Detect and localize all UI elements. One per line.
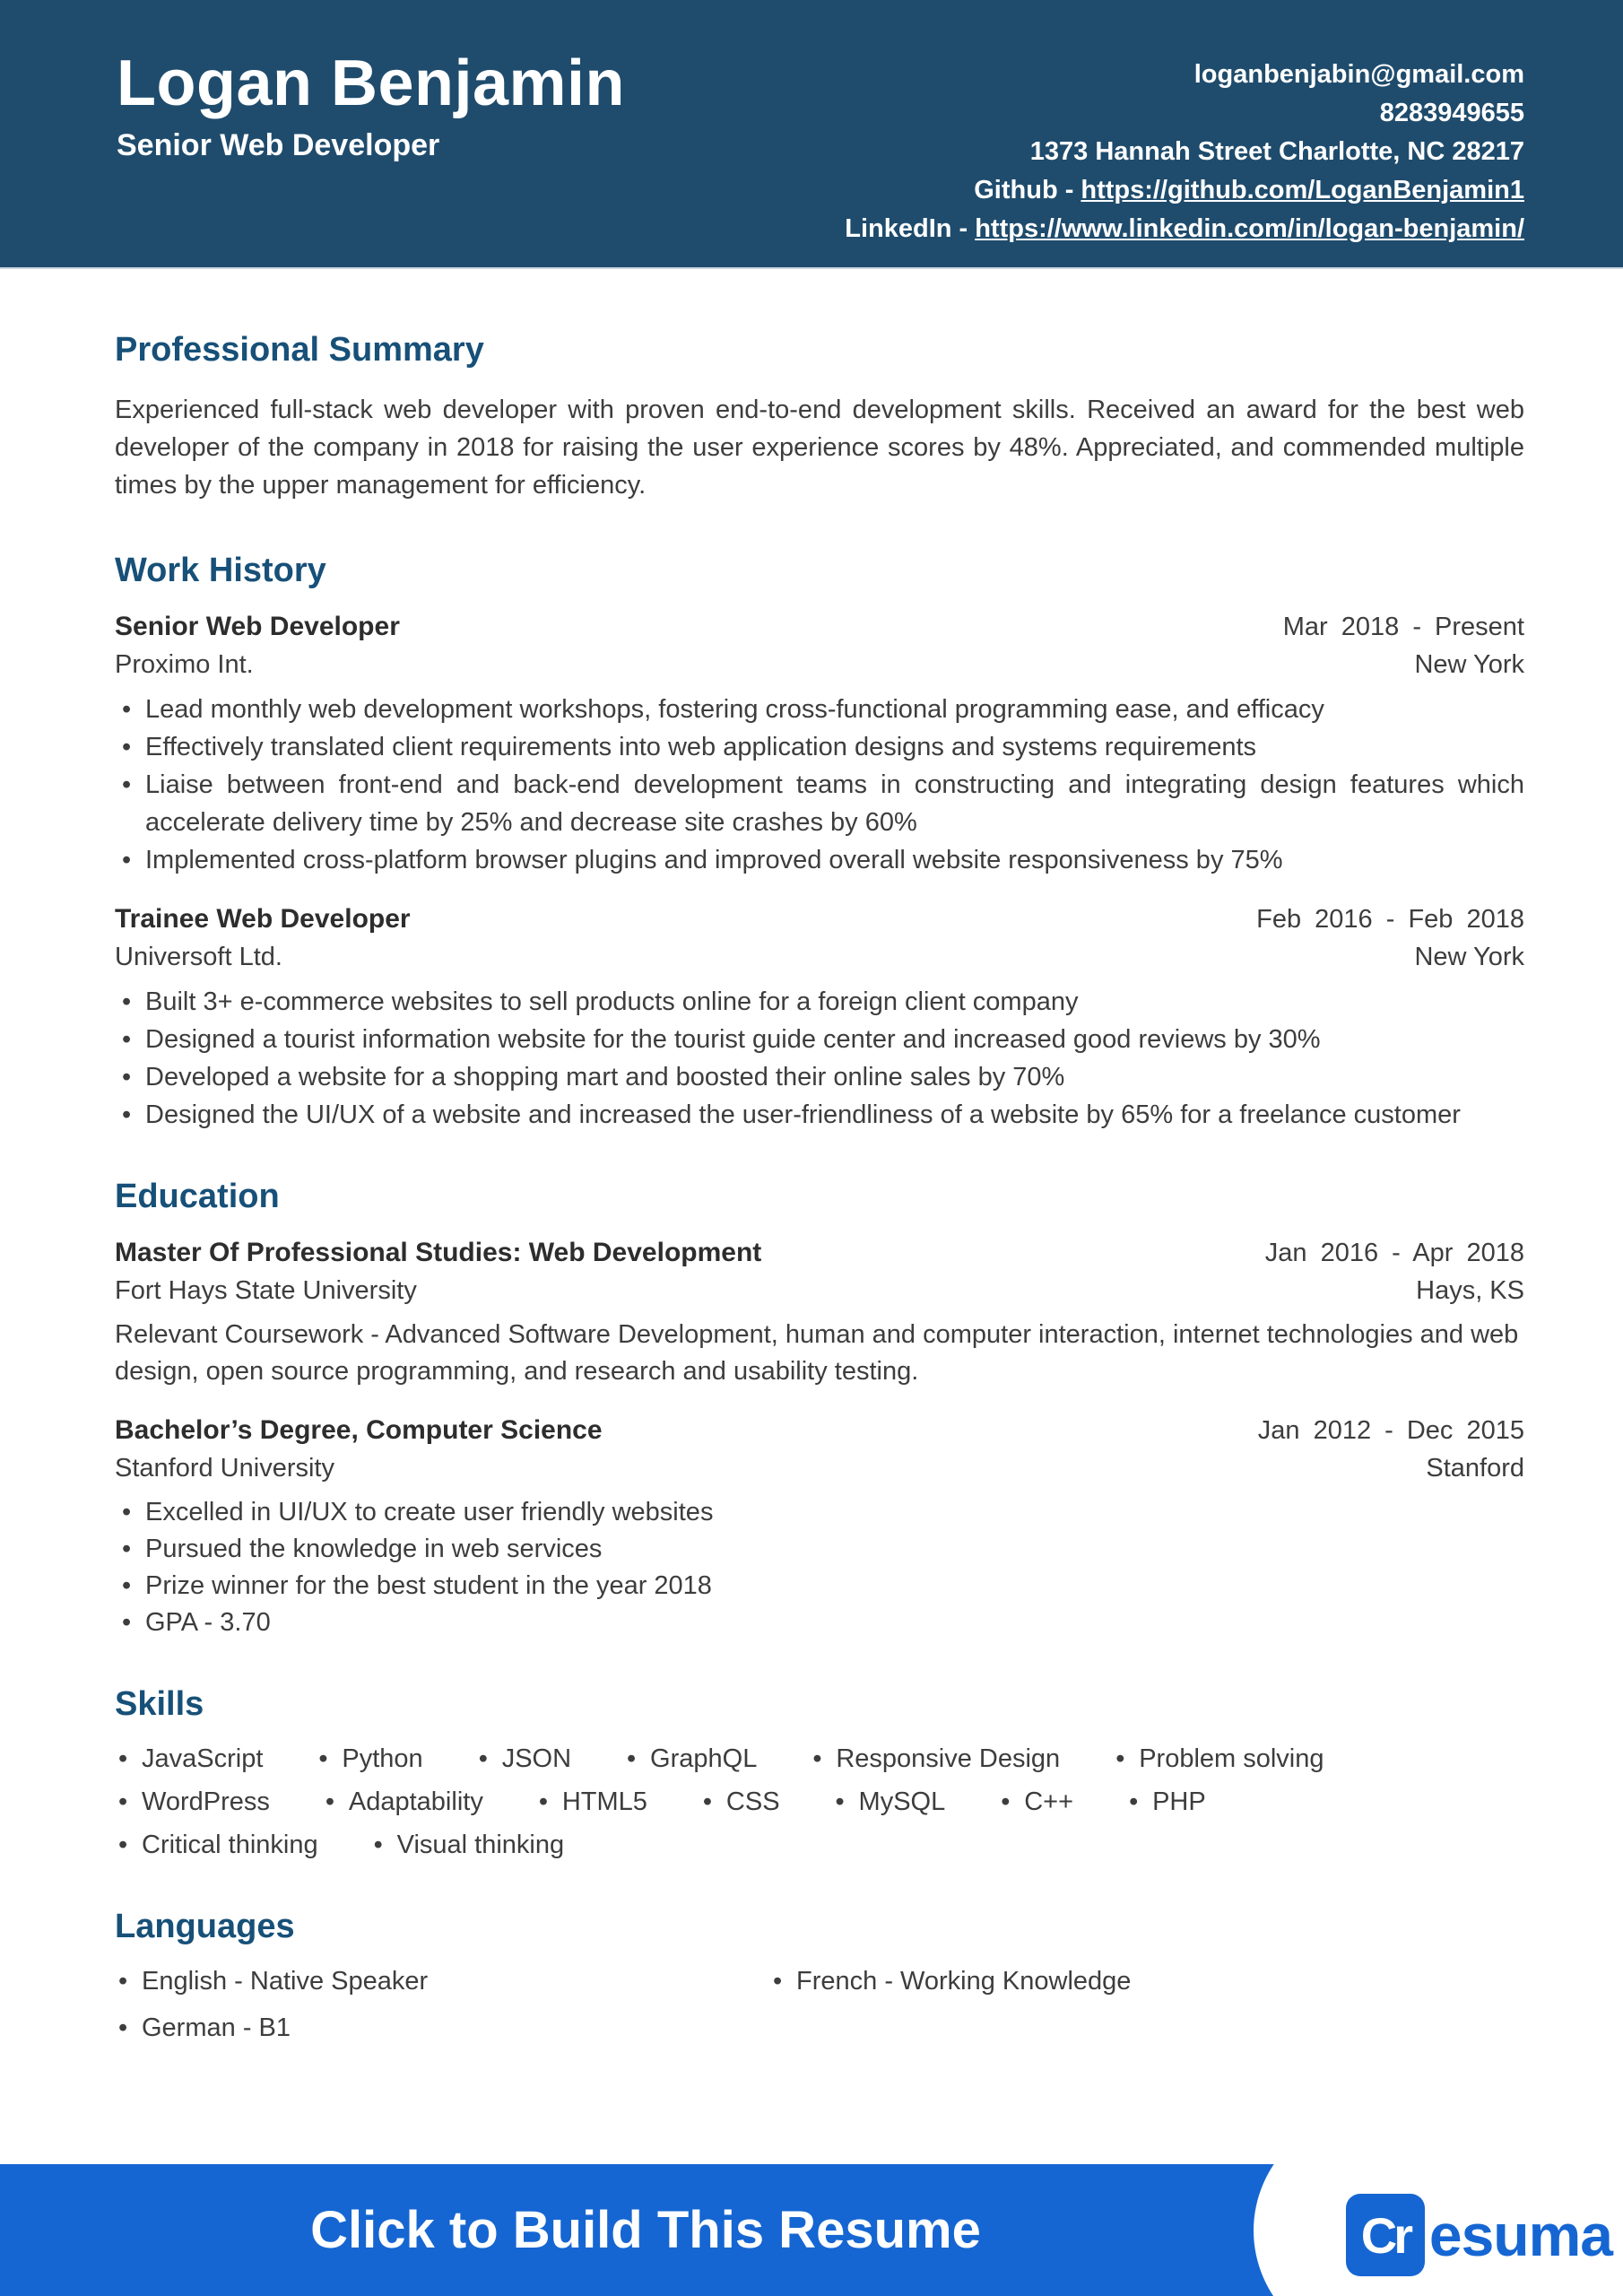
education-dates: Jan 2016 - Apr 2018 [1264,1239,1524,1267]
job-location: New York [1414,650,1524,679]
contact-phone: 8283949655 [1379,99,1524,127]
education-dates: Jan 2012 - Dec 2015 [1257,1416,1524,1445]
github-label: Github - [974,176,1074,204]
skill-item: • Critical thinking [115,1830,318,1860]
education-entry [115,1412,1524,1641]
job-bullet: • Implemented cross-platform browser plugins and improved overall website responsiveness by 75% [115,841,1524,879]
job-location: New York [1414,943,1524,971]
skill-item: • CSS [699,1787,780,1817]
cresuma-logo[interactable] [1346,2194,1612,2276]
skill-item: • WordPress [115,1787,270,1817]
language-item: • English - Native Speaker [115,1966,769,1996]
section-heading-work: Work History [115,552,326,589]
skill-item: • Python [315,1744,422,1774]
job-bullet-list [115,691,1524,879]
languages-block [115,1966,1524,2043]
education-bullet-list [115,1494,1524,1641]
education-bullet: • Excelled in UI/UX to create user friendly websites [115,1494,1524,1531]
language-item: • German - B1 [115,2013,769,2043]
skill-item: • GraphQL [623,1744,757,1774]
job-dates: Feb 2016 - Feb 2018 [1256,905,1524,934]
skill-item: • MySQL [832,1787,946,1817]
education-location: Hays, KS [1416,1276,1524,1305]
job-bullet: • Liaise between front-end and back-end development teams in constructing and integrating design features which accelerate delivery time by 25% and decrease site crashes by 60% [115,766,1524,841]
contact-linkedin-line [845,210,1524,248]
coursework-text: Relevant Coursework - Advanced Software Development, human and computer interaction, internet technologies and web design, open source programming, and research and usability testing. [115,1320,1519,1386]
section-heading-languages: Languages [115,1908,295,1945]
job-dates: Mar 2018 - Present [1282,613,1524,641]
degree-title: Bachelor’s Degree, Computer Science [115,1415,603,1445]
job-bullet: • Effectively translated client requirements into web application designs and systems requirements [115,728,1524,766]
school-name: Fort Hays State University [115,1276,417,1305]
resume-header [0,0,1623,269]
degree-title: Master Of Professional Studies: Web Development [115,1238,762,1267]
skill-item: • PHP [1125,1787,1206,1817]
skill-item: • HTML5 [535,1787,647,1817]
job-bullet: • Built 3+ e-commerce websites to sell products online for a foreign client company [115,983,1524,1021]
education-bullet: • GPA - 3.70 [115,1605,1524,1641]
skill-item: • Problem solving [1112,1744,1324,1774]
school-name: Stanford University [115,1454,334,1483]
education-bullet: • Pursued the knowledge in web services [115,1531,1524,1568]
cresuma-logo-badge: Cr [1346,2194,1425,2276]
skill-row [115,1787,1524,1817]
person-job-title: Senior Web Developer [117,128,440,163]
job-entry [115,900,1524,1134]
skill-item: • Visual thinking [370,1830,564,1860]
skill-item: • JavaScript [115,1744,263,1774]
section-heading-skills: Skills [115,1685,204,1723]
cresuma-logo-text: esuma [1428,2202,1612,2268]
build-resume-button[interactable]: Click to Build This Resume [310,2201,981,2259]
job-bullet: • Developed a website for a shopping mart and boosted their online sales by 70% [115,1058,1524,1096]
job-bullet: • Designed a tourist information website for the tourist guide center and increased good reviews by 30% [115,1021,1524,1058]
person-name: Logan Benjamin [117,48,626,119]
contact-github-line [845,171,1524,210]
skill-item: • Adaptability [322,1787,483,1817]
job-title: Trainee Web Developer [115,904,411,934]
build-resume-banner [0,2164,1623,2296]
contact-email: loganbenjabin@gmail.com [1193,60,1524,89]
skill-item: • C++ [997,1787,1073,1817]
education-location: Stanford [1426,1454,1524,1483]
skill-row [115,1744,1524,1774]
contact-block [845,56,1524,248]
contact-address: 1373 Hannah Street Charlotte, NC 28217 [1029,137,1524,166]
job-bullet-list [115,983,1524,1134]
education-entry [115,1234,1524,1390]
resume-body [0,330,1623,2043]
identity-block [117,48,625,163]
linkedin-link[interactable]: https://www.linkedin.com/in/logan-benjamin/ [975,214,1524,243]
job-bullet: • Designed the UI/UX of a website and increased the user-friendliness of a website by 65% for a freelance customer [115,1096,1524,1134]
job-bullet: • Lead monthly web development workshops, fostering cross-functional programming ease, and efficacy [115,691,1524,728]
section-heading-education: Education [115,1178,280,1215]
linkedin-label: LinkedIn - [845,214,968,243]
skills-block [115,1744,1524,1860]
company-name: Universoft Ltd. [115,943,282,971]
summary-text: Experienced full-stack web developer with proven end-to-end development skills. Received an award for the best web developer of the company in 2018 for raising the user experience scores by 48%. Appreciated, and commended multiple times by the upper management for efficiency. [115,396,1524,500]
skill-row [115,1830,1524,1860]
language-item: • French - Working Knowledge [769,1966,1524,1996]
education-bullet: • Prize winner for the best student in the year 2018 [115,1568,1524,1605]
job-title: Senior Web Developer [115,612,400,641]
skill-item: • JSON [475,1744,571,1774]
section-heading-summary: Professional Summary [115,331,484,369]
job-entry [115,608,1524,879]
skill-item: • Responsive Design [809,1744,1060,1774]
company-name: Proximo Int. [115,650,254,679]
github-link[interactable]: https://github.com/LoganBenjamin1 [1081,176,1524,204]
